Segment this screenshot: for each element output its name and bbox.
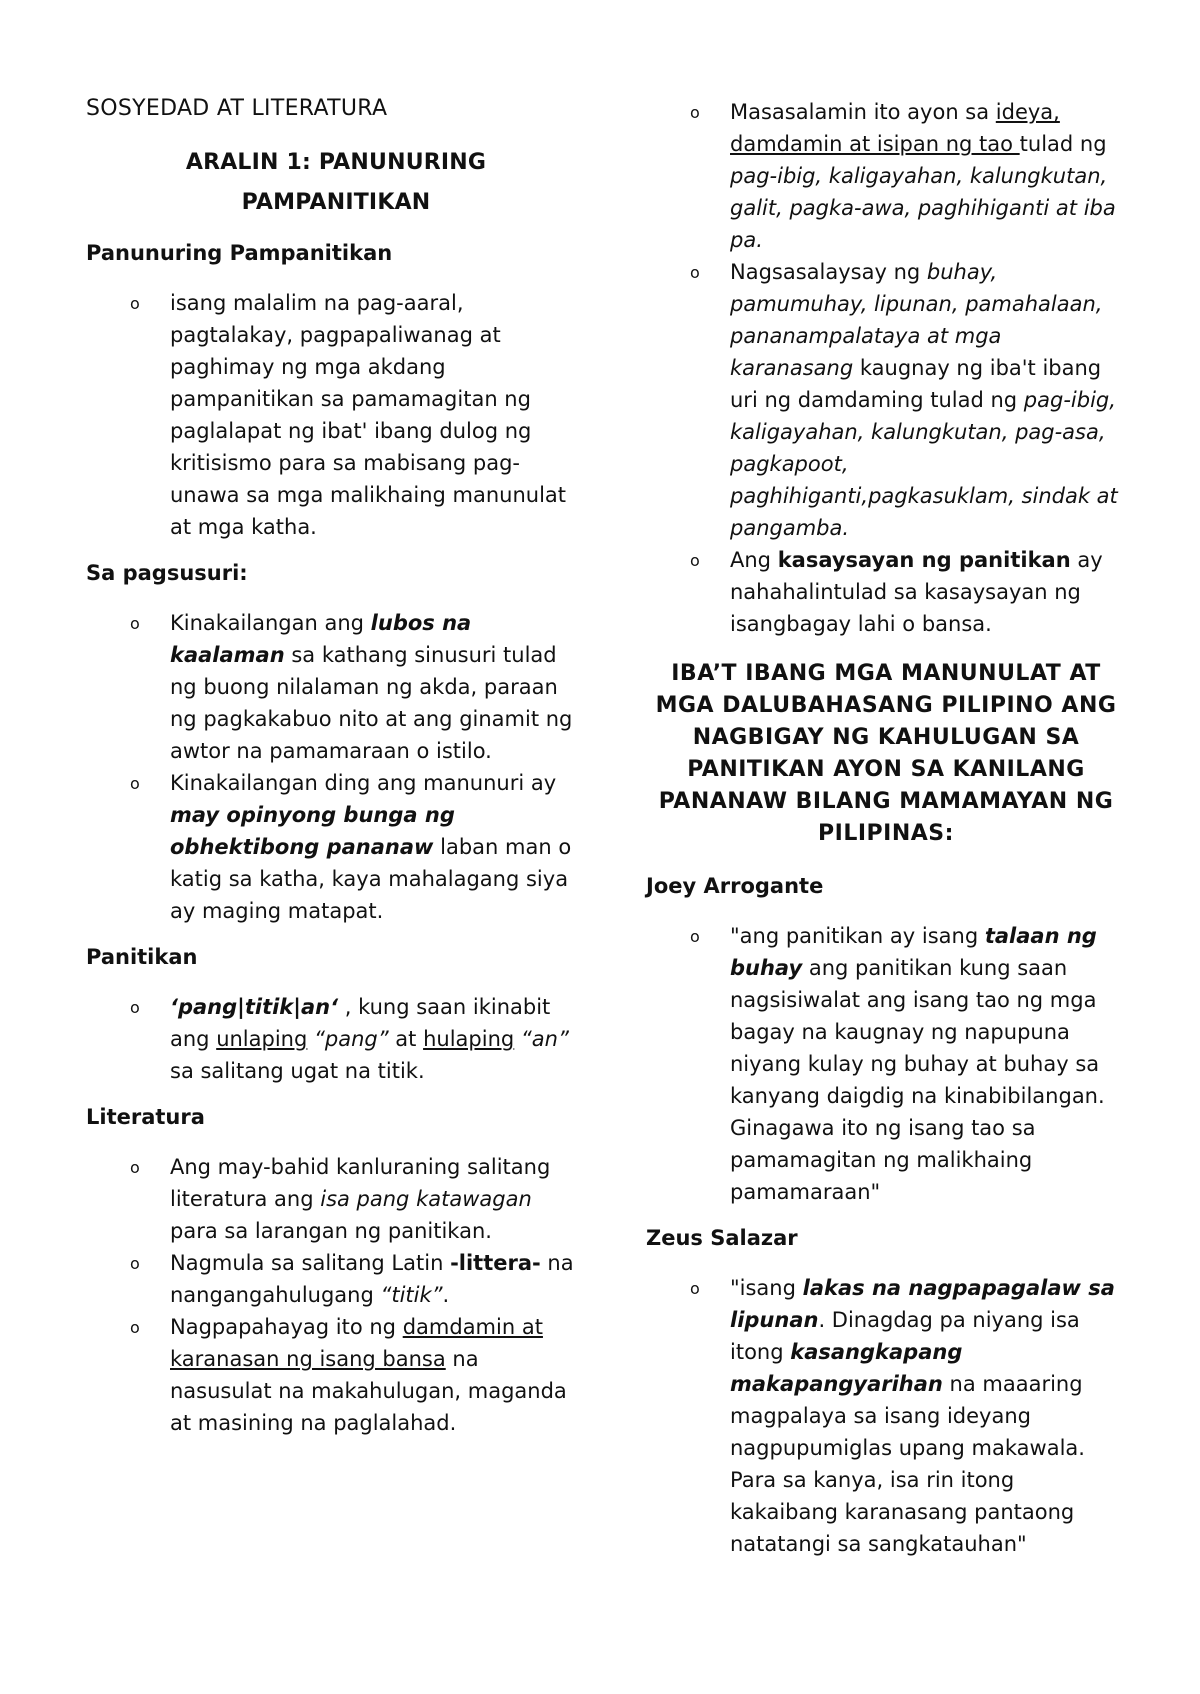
bullet-icon: o: [130, 774, 140, 793]
list-item: o Masasalamin ito ayon sa ideya, damdamin at isipan ng tao tulad ng pag-ibig, kaligayahan, kalungkutan, galit, pagka-awa, paghihiganti at iba pa.: [730, 96, 1126, 256]
list-item: o ‘pang|titik|an‘ , kung saan ikinabit ang unlaping “pang” at hulaping “an” sa salitang ugat na titik.: [170, 991, 586, 1087]
list-item: o Nagmula sa salitang Latin -littera- na nangangahulugang “titik”.: [170, 1247, 586, 1311]
list-item: o Kinakailangan ding ang manunuri ay may opinyong bunga ng obhektibong pananaw laban man o katig sa katha, kaya mahalagang siya ay maging matapat.: [170, 767, 586, 927]
bullet-icon: o: [130, 998, 140, 1017]
list-item: o Ang may-bahid kanluraning salitang literatura ang isa pang katawagan para sa larangan ng panitikan.: [170, 1151, 586, 1247]
section-heading-panunuring: Panunuring Pampanitikan: [86, 241, 393, 265]
left-column: [86, 96, 586, 1457]
bullet-icon: o: [130, 1254, 140, 1273]
writers-heading: IBA’T IBANG MGA MANUNULAT AT MGA DALUBAHASANG PILIPINO ANG NAGBIGAY NG KAHULUGAN SA PANITIKAN AYON SA KANILANG PANANAW BILANG MAMAMAYAN NG PILIPINAS:: [655, 661, 1117, 846]
section-heading-joey-arrogante: Joey Arrogante: [646, 874, 824, 898]
document-title: SOSYEDAD AT LITERATURA: [86, 96, 388, 121]
list-literatura-continued: [646, 96, 1126, 640]
list-item: o isang malalim na pag-aaral, pagtalakay, pagpapaliwanag at paghimay ng mga akdang pampanitikan sa pamamagitan ng paglalapat ng ibat' ibang dulog ng kritisismo para sa mabisang pag-unawa sa mga malikhaing manunulat at mga katha.: [170, 287, 586, 543]
list-item: o "ang panitikan ay isang talaan ng buhay ang panitikan kung saan nagsisiwalat ang isang tao ng mga bagay na kaugnay ng napupuna niyang kulay ng buhay at buhay sa kanyang daigdig na kinabibilangan. Ginagawa ito ng isang tao sa pamamagitan ng malikhaing pamamaraan": [730, 920, 1126, 1208]
bullet-icon: o: [130, 614, 140, 633]
list-zeus-salazar: [646, 1272, 1126, 1560]
bullet-icon: o: [130, 1158, 140, 1177]
section-heading-literatura: Literatura: [86, 1105, 205, 1129]
section-heading-zeus-salazar: Zeus Salazar: [646, 1226, 798, 1250]
list-joey-arrogante: [646, 920, 1126, 1208]
section-heading-pagsusuri: Sa pagsusuri:: [86, 561, 248, 585]
list-pagsusuri: [86, 607, 586, 927]
lesson-title-line-1: ARALIN 1: PANUNURING: [185, 150, 487, 175]
lesson-title-line-2: PAMPANITIKAN: [241, 190, 431, 215]
bullet-icon: o: [690, 1279, 700, 1298]
bullet-icon: o: [690, 263, 700, 282]
right-column: [646, 96, 1126, 1578]
list-item: o Nagsasalaysay ng buhay, pamumuhay, lipunan, pamahalaan, pananampalataya at mga karanasang kaugnay ng iba't ibang uri ng damdaming tulad ng pag-ibig, kaligayahan, kalungkutan, pag-asa, pagkapoot, paghihiganti,pagkasuklam, sindak at pangamba.: [730, 256, 1126, 544]
list-panunuring: [86, 287, 586, 543]
bullet-icon: o: [130, 1318, 140, 1337]
list-panitikan: [86, 991, 586, 1087]
list-item: o Kinakailangan ang lubos na kaalaman sa kathang sinusuri tulad ng buong nilalaman ng akda, paraan ng pagkakabuo nito at ang ginamit ng awtor na pamamaraan o istilo.: [170, 607, 586, 767]
list-literatura: [86, 1151, 586, 1439]
list-item: o "isang lakas na nagpapagalaw sa lipunan. Dinagdag pa niyang isa itong kasangkapang makapangyarihan na maaaring magpalaya sa isang ideyang nagpupumiglas upang makawala. Para sa kanya, isa rin itong kakaibang karanasang pantaong natatangi sa sangkatauhan": [730, 1272, 1126, 1560]
bullet-icon: o: [690, 551, 700, 570]
bullet-icon: o: [690, 103, 700, 122]
section-heading-panitikan: Panitikan: [86, 945, 198, 969]
list-item: o Ang kasaysayan ng panitikan ay nahahalintulad sa kasaysayan ng isangbagay lahi o bansa.: [730, 544, 1126, 640]
bullet-icon: o: [690, 927, 700, 946]
bullet-icon: o: [130, 294, 140, 313]
list-item: o Nagpapahayag ito ng damdamin at karanasan ng isang bansa na nasusulat na makahulugan, maganda at masining na paglalahad.: [170, 1311, 586, 1439]
lesson-title: [86, 143, 586, 223]
